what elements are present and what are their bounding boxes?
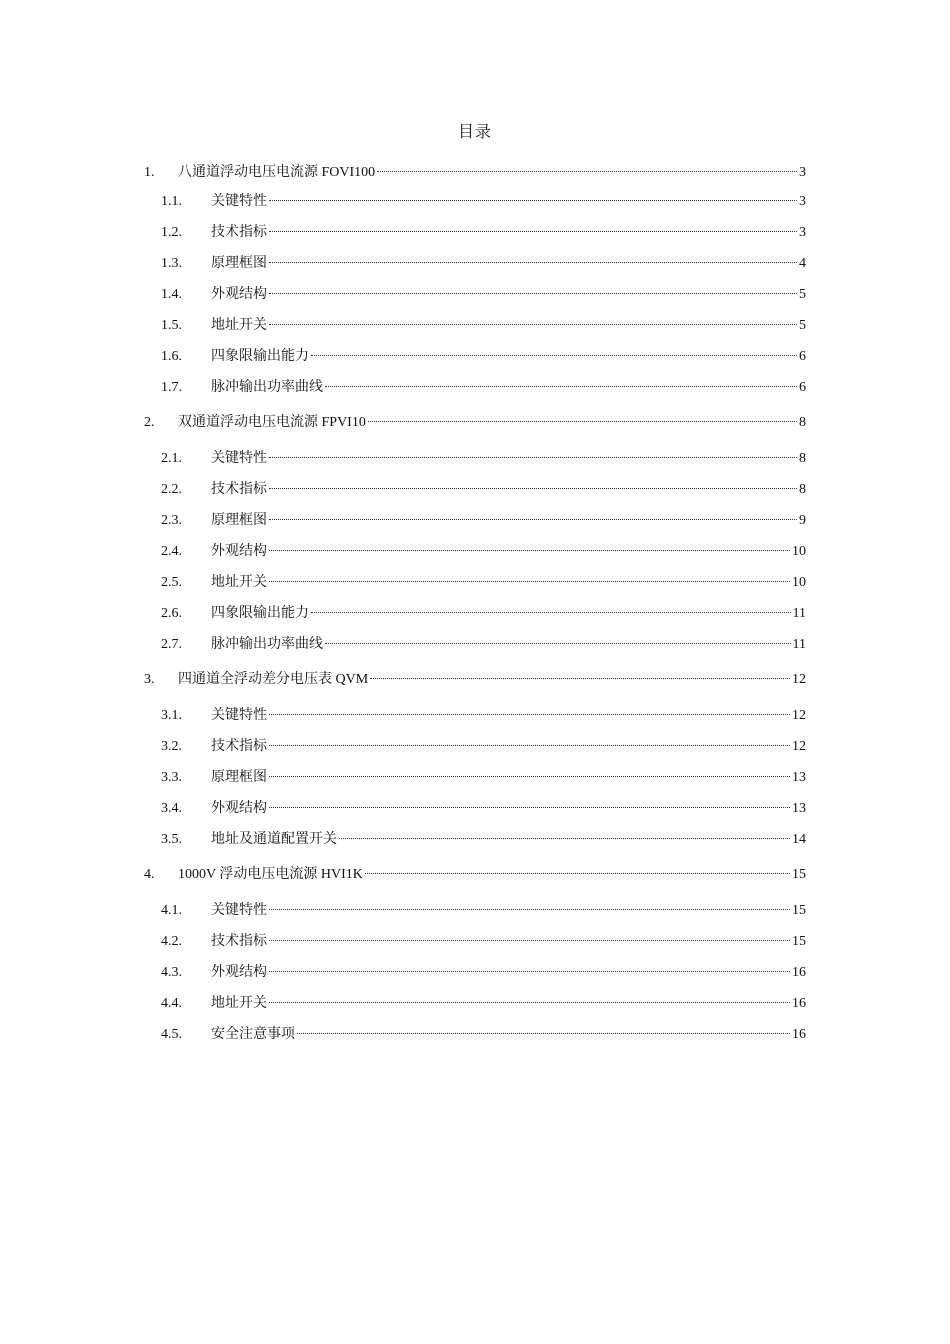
- toc-subsection-title: 关键特性: [211, 194, 267, 209]
- toc-section-page-number: 8: [799, 415, 806, 430]
- toc-subsection-entry[interactable]: [144, 248, 806, 279]
- toc-subsection-page-number: 12: [792, 739, 806, 754]
- toc-subsection-title: 技术指标: [211, 482, 267, 497]
- toc-subsection-entry[interactable]: [144, 1019, 806, 1050]
- toc-subsection-page-number: 3: [799, 225, 806, 240]
- toc-subsection-title: 外观结构: [211, 287, 267, 302]
- toc-subsection-entry[interactable]: [144, 310, 806, 341]
- toc-subsection-title: 安全注意事项: [211, 1027, 295, 1042]
- dot-leader: [297, 1032, 790, 1034]
- toc-subsection-title: 外观结构: [211, 544, 267, 559]
- toc-subsection-page-number: 11: [792, 606, 806, 621]
- toc-subsection-title: 原理框图: [211, 513, 267, 528]
- toc-subsection-page-number: 5: [799, 287, 806, 302]
- toc-subsection-title: 技术指标: [211, 934, 267, 949]
- toc-subsection-number: 4.3.: [161, 965, 182, 980]
- dot-leader: [269, 939, 790, 941]
- toc-subsection-number: 2.6.: [161, 606, 182, 621]
- toc-subsection-entry[interactable]: [144, 629, 806, 660]
- toc-subsection-title: 四象限输出能力: [211, 349, 309, 364]
- toc-subsection-title: 脉冲输出功率曲线: [211, 637, 323, 652]
- toc-subsection-entry[interactable]: [144, 341, 806, 372]
- toc-subsection-title: 关键特性: [211, 903, 267, 918]
- toc-subsection-number: 1.1.: [161, 194, 182, 209]
- dot-leader: [269, 230, 797, 232]
- dot-leader: [325, 385, 797, 387]
- toc-subsection-entry[interactable]: [144, 279, 806, 310]
- dot-leader: [377, 170, 797, 172]
- dot-leader: [339, 837, 790, 839]
- toc-subsection-number: 4.1.: [161, 903, 182, 918]
- toc-section-number: 3.: [144, 672, 155, 687]
- dot-leader: [269, 744, 790, 746]
- toc-subsection-page-number: 8: [799, 451, 806, 466]
- table-of-contents: [144, 160, 806, 1050]
- toc-subsection-title: 技术指标: [211, 225, 267, 240]
- toc-subsection-title: 地址开关: [211, 575, 267, 590]
- toc-subsection-page-number: 16: [792, 965, 806, 980]
- toc-subsection-entry[interactable]: [144, 372, 806, 403]
- toc-subsection-page-number: 16: [792, 1027, 806, 1042]
- toc-subsection-entry[interactable]: [144, 926, 806, 957]
- toc-subsection-title: 地址开关: [211, 996, 267, 1011]
- dot-leader: [325, 642, 791, 644]
- toc-section-page-number: 15: [792, 867, 806, 882]
- toc-section-entry[interactable]: [144, 660, 806, 700]
- toc-subsection-number: 4.2.: [161, 934, 182, 949]
- dot-leader: [311, 611, 791, 613]
- toc-subsection-page-number: 5: [799, 318, 806, 333]
- dot-leader: [269, 518, 797, 520]
- dot-leader: [269, 970, 790, 972]
- dot-leader: [269, 292, 797, 294]
- toc-subsection-number: 2.4.: [161, 544, 182, 559]
- dot-leader: [269, 323, 797, 325]
- toc-section-number: 2.: [144, 415, 155, 430]
- toc-subsection-number: 3.2.: [161, 739, 182, 754]
- toc-subsection-page-number: 8: [799, 482, 806, 497]
- toc-subsection-number: 1.4.: [161, 287, 182, 302]
- toc-subsection-title: 地址及通道配置开关: [211, 832, 337, 847]
- toc-subsection-entry[interactable]: [144, 536, 806, 567]
- toc-subsection-number: 3.4.: [161, 801, 182, 816]
- toc-subsection-number: 3.1.: [161, 708, 182, 723]
- toc-subsection-number: 2.3.: [161, 513, 182, 528]
- toc-subsection-number: 2.5.: [161, 575, 182, 590]
- toc-subsection-page-number: 6: [799, 349, 806, 364]
- toc-subsection-entry[interactable]: [144, 505, 806, 536]
- dot-leader: [269, 261, 797, 263]
- toc-subsection-number: 2.7.: [161, 637, 182, 652]
- toc-subsection-page-number: 12: [792, 708, 806, 723]
- toc-subsection-page-number: 15: [792, 903, 806, 918]
- dot-leader: [269, 549, 790, 551]
- toc-subsection-entry[interactable]: [144, 793, 806, 824]
- toc-section-number: 1.: [144, 165, 155, 180]
- toc-section-title: 1000V 浮动电压电流源 HVI1K: [178, 867, 363, 882]
- toc-subsection-entry[interactable]: [144, 895, 806, 926]
- dot-leader: [370, 677, 790, 679]
- toc-subsection-page-number: 14: [792, 832, 806, 847]
- dot-leader: [269, 713, 790, 715]
- dot-leader: [269, 908, 790, 910]
- toc-subsection-number: 1.6.: [161, 349, 182, 364]
- toc-subsection-title: 脉冲输出功率曲线: [211, 380, 323, 395]
- toc-subsection-number: 2.2.: [161, 482, 182, 497]
- toc-section-page-number: 3: [799, 165, 806, 180]
- toc-section-title: 四通道全浮动差分电压表 QVM: [178, 672, 369, 687]
- toc-subsection-entry[interactable]: [144, 186, 806, 217]
- dot-leader: [269, 775, 790, 777]
- toc-subsection-title: 原理框图: [211, 770, 267, 785]
- toc-subsection-entry[interactable]: [144, 731, 806, 762]
- toc-subsection-number: 2.1.: [161, 451, 182, 466]
- toc-subsection-page-number: 3: [799, 194, 806, 209]
- toc-section-title: 双通道浮动电压电流源 FPVI10: [178, 415, 366, 430]
- toc-subsection-entry[interactable]: [144, 598, 806, 629]
- toc-subsection-page-number: 15: [792, 934, 806, 949]
- toc-subsection-number: 3.3.: [161, 770, 182, 785]
- toc-subsection-entry[interactable]: [144, 824, 806, 855]
- toc-subsection-title: 地址开关: [211, 318, 267, 333]
- toc-subsection-page-number: 10: [792, 575, 806, 590]
- toc-subsection-number: 1.2.: [161, 225, 182, 240]
- toc-subsection-number: 4.5.: [161, 1027, 182, 1042]
- dot-leader: [269, 487, 797, 489]
- dot-leader: [269, 806, 790, 808]
- toc-section-title: 八通道浮动电压电流源 FOVI100: [178, 165, 376, 180]
- toc-subsection-title: 关键特性: [211, 451, 267, 466]
- toc-subsection-number: 3.5.: [161, 832, 182, 847]
- toc-subsection-number: 1.5.: [161, 318, 182, 333]
- toc-subsection-page-number: 13: [792, 770, 806, 785]
- dot-leader: [368, 420, 797, 422]
- toc-title: 目录: [457, 124, 492, 141]
- toc-subsection-page-number: 16: [792, 996, 806, 1011]
- dot-leader: [269, 456, 797, 458]
- dot-leader: [269, 1001, 790, 1003]
- toc-subsection-page-number: 4: [799, 256, 806, 271]
- toc-subsection-number: 1.7.: [161, 380, 182, 395]
- toc-subsection-entry[interactable]: [144, 988, 806, 1019]
- toc-subsection-number: 1.3.: [161, 256, 182, 271]
- toc-subsection-page-number: 10: [792, 544, 806, 559]
- toc-section-entry[interactable]: [144, 160, 806, 186]
- toc-subsection-title: 外观结构: [211, 965, 267, 980]
- toc-subsection-title: 外观结构: [211, 801, 267, 816]
- toc-section-number: 4.: [144, 867, 155, 882]
- toc-subsection-title: 四象限输出能力: [211, 606, 309, 621]
- dot-leader: [311, 354, 797, 356]
- toc-subsection-page-number: 9: [799, 513, 806, 528]
- toc-subsection-number: 4.4.: [161, 996, 182, 1011]
- toc-subsection-entry[interactable]: [144, 443, 806, 474]
- toc-subsection-title: 关键特性: [211, 708, 267, 723]
- dot-leader: [365, 872, 790, 874]
- toc-subsection-page-number: 6: [799, 380, 806, 395]
- toc-subsection-entry[interactable]: [144, 762, 806, 793]
- toc-section-entry[interactable]: [144, 403, 806, 443]
- toc-section-entry[interactable]: [144, 855, 806, 895]
- toc-subsection-entry[interactable]: [144, 957, 806, 988]
- toc-subsection-page-number: 13: [792, 801, 806, 816]
- toc-section-page-number: 12: [792, 672, 806, 687]
- toc-subsection-entry[interactable]: [144, 474, 806, 505]
- toc-subsection-page-number: 11: [792, 637, 806, 652]
- toc-subsection-title: 技术指标: [211, 739, 267, 754]
- toc-subsection-entry[interactable]: [144, 217, 806, 248]
- dot-leader: [269, 580, 790, 582]
- toc-subsection-title: 原理框图: [211, 256, 267, 271]
- toc-subsection-entry[interactable]: [144, 567, 806, 598]
- toc-subsection-entry[interactable]: [144, 700, 806, 731]
- dot-leader: [269, 199, 797, 201]
